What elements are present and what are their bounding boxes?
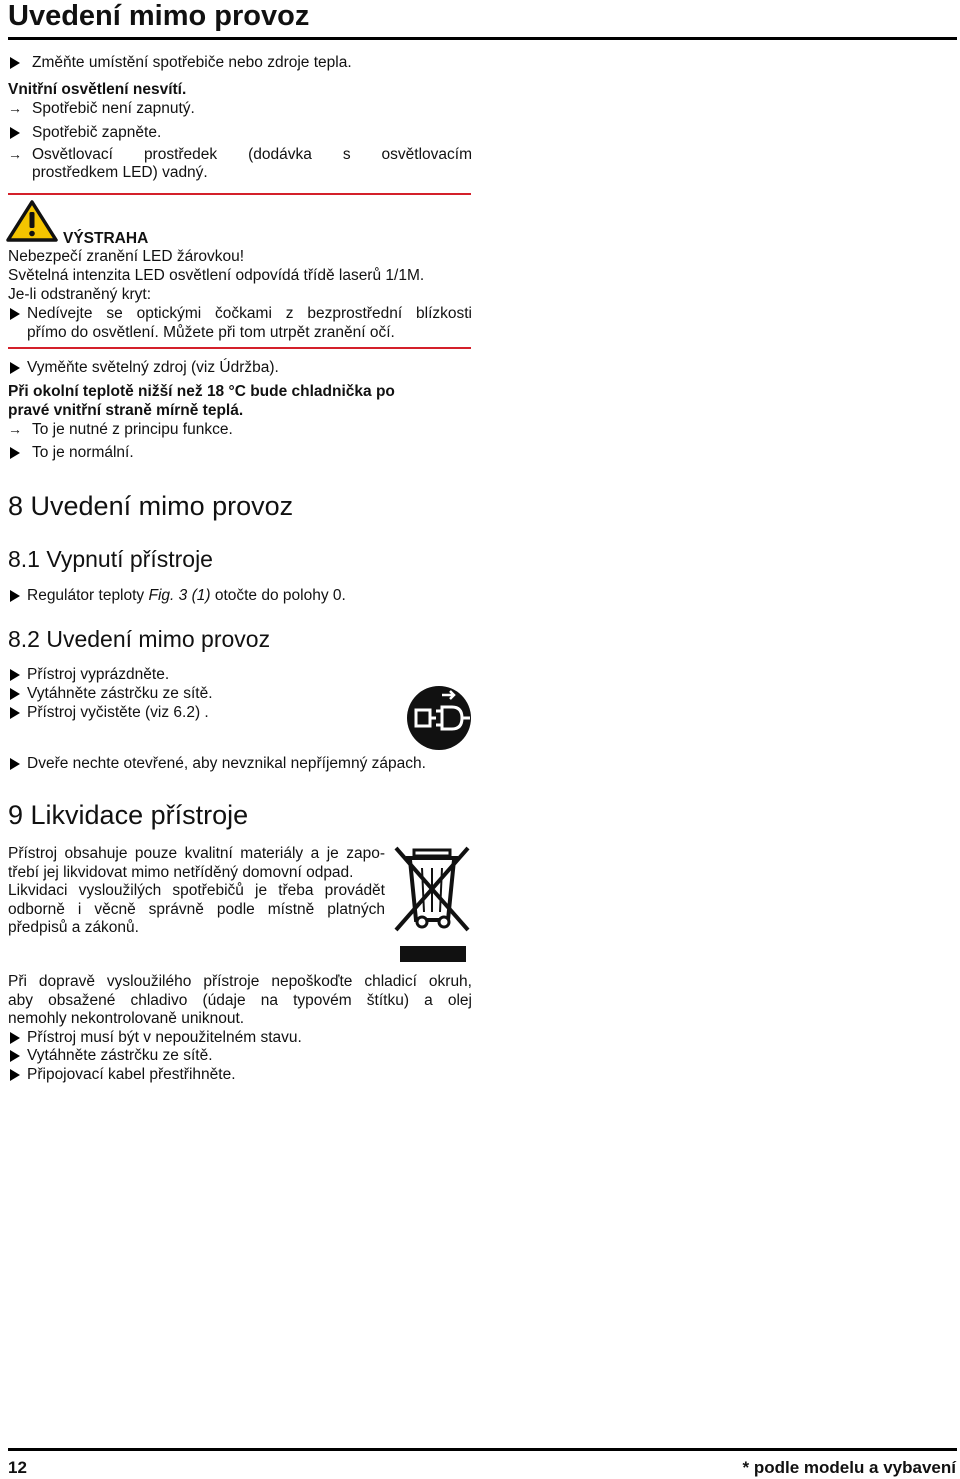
- paragraph-line: Likvidaci vysloužilých spotřebičů je třeba provádět: [8, 882, 385, 899]
- warning-line: Světelná intenzita LED osvětlení odpovídá třídě laserů 1/1M.: [8, 267, 425, 284]
- bullet-triangle-icon: [10, 688, 20, 700]
- sub2-instructions: [8, 665, 472, 775]
- figure-reference: Fig. 3 (1): [148, 587, 211, 604]
- instruction-text: Přístroj vyčistěte (viz 6.2) .: [27, 704, 209, 721]
- footer-note: * podle modelu a vybavení: [742, 1458, 956, 1477]
- warning-line: Nebezpečí zranění LED žárovkou!: [8, 248, 245, 265]
- word: s: [342, 146, 351, 163]
- word: osvětlovacím: [381, 146, 472, 163]
- instruction-text: Přístroj vyprázdněte.: [27, 666, 170, 683]
- warning-bottom-rule: [8, 347, 471, 349]
- bullet-triangle-icon: [10, 127, 20, 139]
- header-rule: [8, 37, 957, 40]
- subsection-heading: 8.2 Uvedení mimo provoz: [8, 626, 271, 652]
- bullet-triangle-icon: [10, 308, 20, 320]
- instruction-text-part: Regulátor teploty: [27, 587, 149, 604]
- footer-rule: [8, 1448, 957, 1451]
- instruction-text: [27, 586, 472, 605]
- instruction-text: Změňte umístění spotřebiče nebo zdroje tepla.: [32, 54, 352, 71]
- section-heading: 8 Uvedení mimo provoz: [8, 491, 294, 521]
- instruction-text: Přístroj musí být v nepoužitelném stavu.: [27, 1028, 302, 1046]
- cause-text: To je nutné z principu funkce.: [32, 421, 233, 438]
- disposal-paragraph: [8, 844, 385, 939]
- arrow-right-icon: →: [8, 100, 22, 116]
- instruction-text: Připojovací kabel přestřihněte.: [27, 1065, 236, 1083]
- paragraph-line: Přístroj obsahuje pouze kvalitní materiály a je zapo-: [8, 845, 385, 862]
- cause-text: Spotřebič není zapnutý.: [32, 100, 195, 117]
- instruction-text: Vytáhněte zástrčku ze sítě.: [27, 1047, 213, 1064]
- bullet-triangle-icon: [10, 447, 20, 459]
- transport-paragraph: [8, 972, 472, 1084]
- unplug-icon: [406, 685, 472, 751]
- fault-heading: Vnitřní osvětlení nesvítí.: [8, 81, 187, 98]
- bullet-triangle-icon: [10, 1050, 20, 1062]
- paragraph-line: předpisů a zákonů.: [8, 919, 139, 936]
- bullet-triangle-icon: [10, 362, 20, 374]
- bullet-triangle-icon: [10, 590, 20, 602]
- warning-top-rule: [8, 193, 471, 195]
- page-number: 12: [8, 1458, 27, 1477]
- crossed-out-bin-icon: [392, 844, 472, 962]
- paragraph-line: odborně i věcně správně podle místně platných: [8, 900, 385, 918]
- bullet-triangle-icon: [10, 669, 20, 681]
- section-heading: 9 Likvidace přístroje: [8, 800, 249, 830]
- bullet-triangle-icon: [10, 758, 20, 770]
- cause-text-line1: [32, 145, 472, 164]
- bullet-triangle-icon: [10, 707, 20, 719]
- instruction-text: To je normální.: [32, 444, 134, 461]
- instruction-text: Dveře nechte otevřené, aby nevznikal nepříjemný zápach.: [27, 755, 426, 772]
- paragraph-line: třebí jej likvidovat mimo netříděný domovní odpad.: [8, 863, 354, 881]
- arrow-right-icon: →: [8, 146, 22, 162]
- subsection-heading: 8.1 Vypnutí přístroje: [8, 546, 213, 572]
- after-warning-block: [8, 358, 472, 462]
- cause-text-line2: prostředkem LED) vadný.: [32, 164, 208, 181]
- instruction-text: Vyměňte světelný zdroj (viz Údržba).: [27, 359, 279, 376]
- word: prostředek: [143, 146, 218, 163]
- top-block: [8, 53, 472, 193]
- warning-line: přímo do osvětlení. Můžete při tom utrpět zranění očí.: [27, 324, 395, 341]
- instruction-text: Spotřebič zapněte.: [32, 124, 162, 141]
- instruction-text: Vytáhněte zástrčku ze sítě.: [27, 685, 213, 702]
- instruction-text-part: otočte do polohy 0.: [210, 587, 346, 604]
- warning-body: [8, 247, 472, 343]
- paragraph-line: aby obsažené chladivo (údaje na typovém štítku) a olej: [8, 991, 472, 1009]
- sub1-instruction: [8, 586, 472, 606]
- fault-heading: Při okolní teplotě nižší než 18 °C bude chladnička po: [8, 383, 395, 400]
- paragraph-line: Při dopravě vysloužilého přístroje nepoškoďte chladicí okruh,: [8, 973, 472, 990]
- page-header-title: Uvedení mimo provoz: [8, 0, 310, 32]
- warning-line: Je-li odstraněný kryt:: [8, 286, 151, 303]
- bullet-triangle-icon: [10, 57, 20, 69]
- word: Osvětlovací: [32, 146, 113, 163]
- bullet-triangle-icon: [10, 1069, 20, 1081]
- arrow-right-icon: →: [8, 421, 22, 437]
- fault-heading: pravé vnitřní straně mírně teplá.: [8, 402, 244, 419]
- warning-title: VÝSTRAHA: [63, 230, 149, 247]
- word: (dodávka: [248, 146, 312, 163]
- bullet-triangle-icon: [10, 1032, 20, 1044]
- warning-triangle-icon: [6, 199, 58, 243]
- paragraph-line: nemohly nekontrolovaně uniknout.: [8, 1010, 245, 1027]
- warning-line: Nedívejte se optickými čočkami z bezprostřední blízkosti: [27, 305, 472, 322]
